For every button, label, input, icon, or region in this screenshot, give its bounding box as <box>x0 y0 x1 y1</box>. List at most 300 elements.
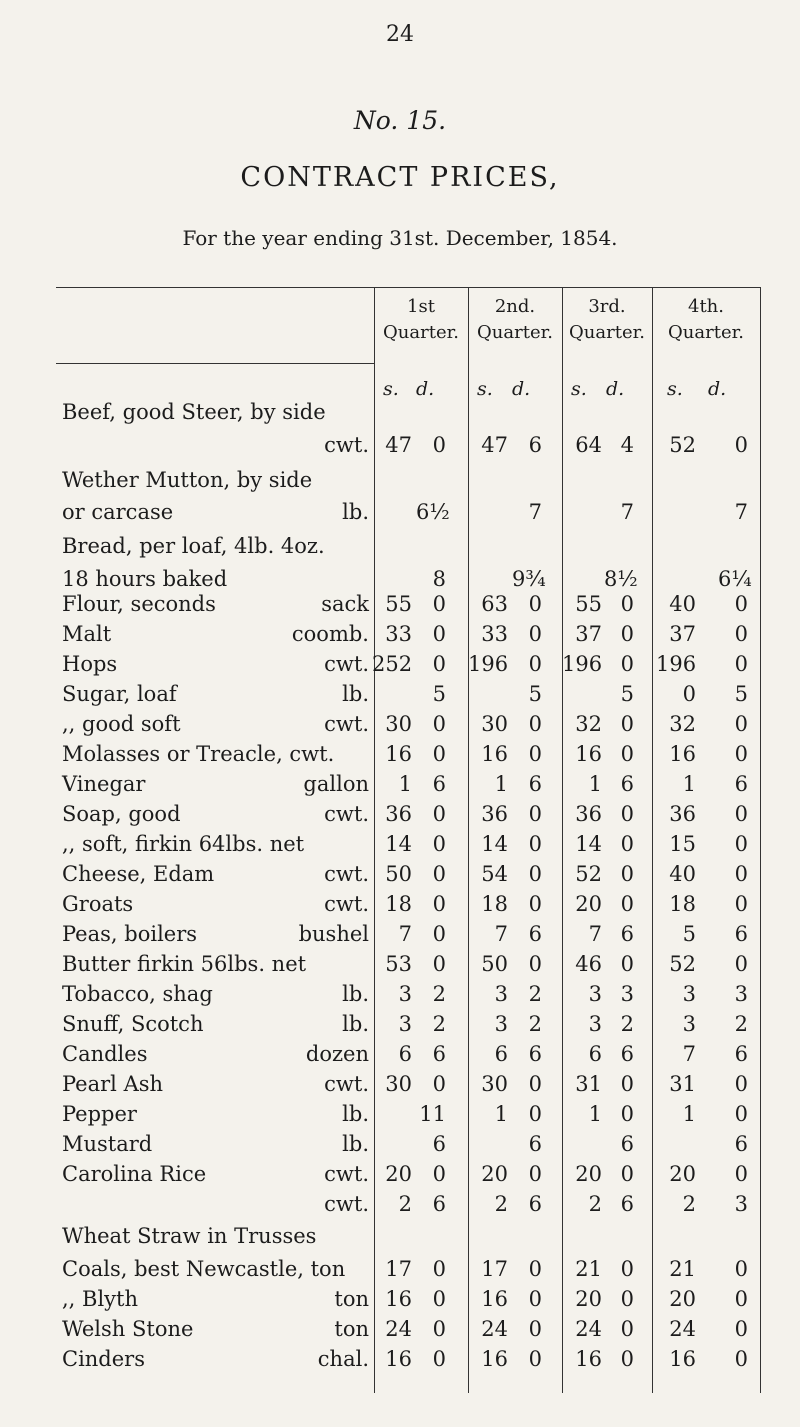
price-shillings: 30 <box>385 1072 412 1096</box>
price-pence: 0 <box>734 1162 748 1186</box>
price-pence: 0 <box>432 592 446 616</box>
item-unit: cwt. <box>324 433 369 457</box>
item-name: Candles <box>62 1042 148 1066</box>
price-pence: 3 <box>734 1192 748 1216</box>
price-shillings: 36 <box>669 802 696 826</box>
price-shillings: 18 <box>385 892 412 916</box>
price-shillings: 3 <box>398 1012 412 1036</box>
price-pence: 0 <box>432 652 446 676</box>
price-pence: 0 <box>432 832 446 856</box>
price-shillings: 20 <box>481 1162 508 1186</box>
price-pence: 0 <box>528 862 542 886</box>
item-name: Cinders <box>62 1347 145 1371</box>
price-pence: 0 <box>528 1257 542 1281</box>
price-pence: 3 <box>734 982 748 1006</box>
item-unit: bushel <box>298 922 369 946</box>
price-pence: 5 <box>620 682 634 706</box>
price-pence: 0 <box>432 433 446 457</box>
item-label: Bread, per loaf, 4lb. 4oz. <box>62 534 325 558</box>
price-shillings: 31 <box>669 1072 696 1096</box>
price-pence: 0 <box>432 622 446 646</box>
price-pence: 6 <box>620 1132 634 1156</box>
price-pence: 0 <box>734 832 748 856</box>
price-shillings: 196 <box>656 652 697 676</box>
item-name: Butter firkin 56lbs. net <box>62 952 307 976</box>
price-shillings: 3 <box>398 982 412 1006</box>
price-pence: 0 <box>432 952 446 976</box>
item-unit: cwt. <box>324 802 369 826</box>
item-unit: dozen <box>305 1042 369 1066</box>
price-pence: 0 <box>432 862 446 886</box>
item-label: Beef, good Steer, by side <box>62 400 326 424</box>
price-pence: 2 <box>528 982 542 1006</box>
item-name: Carolina Rice <box>62 1162 207 1186</box>
price-shillings: 21 <box>575 1257 602 1281</box>
price-pence: 0 <box>620 622 634 646</box>
item-unit: lb. <box>342 982 369 1006</box>
item-unit: lb. <box>342 1012 369 1036</box>
item-unit: sack <box>321 592 369 616</box>
price-pence: 0 <box>432 922 446 946</box>
item-name: Flour, seconds <box>62 592 216 616</box>
item-unit: cwt. <box>324 892 369 916</box>
table-row <box>56 742 761 772</box>
price-shillings: 52 <box>575 862 602 886</box>
price-shillings: 6 <box>494 1042 508 1066</box>
price-pence: 0 <box>432 802 446 826</box>
price-pence: 2 <box>734 1012 748 1036</box>
price-pence: 6 <box>528 772 542 796</box>
price-pence: 6 <box>734 772 748 796</box>
price-pence: 0 <box>734 1347 748 1371</box>
page-subtitle: For the year ending 31st. December, 1854. <box>182 226 618 250</box>
price-shillings: 20 <box>575 1287 602 1311</box>
table-row <box>56 652 761 682</box>
price-pence: 6 <box>432 1132 446 1156</box>
price-shillings: 20 <box>669 1162 696 1186</box>
price-pence: 0 <box>528 952 542 976</box>
price-shillings: 196 <box>562 652 603 676</box>
item-name: ,, soft, firkin 64lbs. net <box>62 832 305 856</box>
price-shillings: 30 <box>481 1072 508 1096</box>
price-pence: 5 <box>528 682 542 706</box>
price-shillings: 14 <box>385 832 412 856</box>
price-pence: 0 <box>734 802 748 826</box>
price-shillings: 14 <box>481 832 508 856</box>
table-row <box>56 622 761 652</box>
price-shillings: 16 <box>481 1287 508 1311</box>
price-pence: 6 <box>620 1042 634 1066</box>
table-row <box>56 1287 761 1317</box>
document-number: No. 15. <box>353 106 447 135</box>
item-name: Sugar, loaf <box>62 682 177 706</box>
price-pence: 0 <box>734 1257 748 1281</box>
price-pence: 0 <box>734 952 748 976</box>
price-pence: 0 <box>734 862 748 886</box>
item-name: ,, Blyth <box>62 1287 139 1311</box>
table-row <box>56 712 761 742</box>
item-unit: lb. <box>342 500 369 524</box>
price-shillings: 2 <box>398 1192 412 1216</box>
price-shillings: 47 <box>481 433 508 457</box>
price-pence: 0 <box>432 1347 446 1371</box>
price-pence: 0 <box>528 1072 542 1096</box>
price-pence: 6½ <box>416 500 450 524</box>
price-shillings: 3 <box>682 982 696 1006</box>
price-shillings: 2 <box>494 1192 508 1216</box>
table-row <box>56 1012 761 1042</box>
item-name: Malt <box>62 622 112 646</box>
item-label: Wheat Straw in Trusses <box>62 1224 317 1248</box>
price-pence: 0 <box>734 742 748 766</box>
price-shillings: 1 <box>682 1102 696 1126</box>
item-unit: cwt. <box>324 712 369 736</box>
price-pence: 0 <box>528 1102 542 1126</box>
price-shillings: 1 <box>588 772 602 796</box>
price-shillings: 16 <box>481 1347 508 1371</box>
price-pence: 3 <box>620 982 634 1006</box>
price-shillings: 21 <box>669 1257 696 1281</box>
table-row <box>56 1317 761 1347</box>
price-pence: 0 <box>734 892 748 916</box>
table-row <box>56 892 761 922</box>
price-pence: 0 <box>432 1317 446 1341</box>
table-row <box>56 433 761 463</box>
price-pence: 7 <box>734 500 748 524</box>
price-pence: 0 <box>734 652 748 676</box>
item-unit: cwt. <box>324 652 369 676</box>
price-shillings: 1 <box>588 1102 602 1126</box>
price-pence: 0 <box>528 1347 542 1371</box>
item-name: Tobacco, shag <box>62 982 213 1006</box>
price-pence: 0 <box>432 742 446 766</box>
price-shillings: 20 <box>575 1162 602 1186</box>
price-pence: 0 <box>620 1257 634 1281</box>
table-row <box>56 1347 761 1377</box>
price-pence: 6¼ <box>718 567 752 591</box>
price-pence: 0 <box>528 712 542 736</box>
price-shillings: 33 <box>481 622 508 646</box>
table-row <box>56 862 761 892</box>
item-name: Groats <box>62 892 134 916</box>
price-shillings: 55 <box>385 592 412 616</box>
contract-prices-table <box>56 287 761 1393</box>
price-shillings: 16 <box>481 742 508 766</box>
shillings-label: s. <box>667 378 683 400</box>
price-shillings: 5 <box>682 922 696 946</box>
price-pence: 0 <box>528 802 542 826</box>
price-shillings: 20 <box>669 1287 696 1311</box>
price-shillings: 53 <box>385 952 412 976</box>
table-row <box>56 1072 761 1102</box>
item-name: Cheese, Edam <box>62 862 215 886</box>
price-shillings: 46 <box>575 952 602 976</box>
pence-label: d. <box>606 378 625 400</box>
price-shillings: 50 <box>385 862 412 886</box>
item-unit: cwt. <box>324 862 369 886</box>
price-shillings: 40 <box>669 592 696 616</box>
item-name: Molasses or Treacle, cwt. <box>62 742 335 766</box>
price-shillings: 16 <box>385 1287 412 1311</box>
price-pence: 0 <box>528 622 542 646</box>
price-pence: 0 <box>528 742 542 766</box>
price-pence: 0 <box>528 652 542 676</box>
price-pence: 0 <box>432 892 446 916</box>
price-shillings: 36 <box>481 802 508 826</box>
price-pence: 0 <box>432 1287 446 1311</box>
price-pence: 0 <box>620 1072 634 1096</box>
shillings-label: s. <box>383 378 399 400</box>
price-shillings: 24 <box>669 1317 696 1341</box>
price-pence: 9¾ <box>512 567 546 591</box>
item-name: 18 hours baked <box>62 567 228 591</box>
price-shillings: 3 <box>494 1012 508 1036</box>
price-shillings: 16 <box>669 742 696 766</box>
item-name: Peas, boilers <box>62 922 198 946</box>
price-shillings: 24 <box>385 1317 412 1341</box>
price-pence: 2 <box>620 1012 634 1036</box>
table-row <box>56 1192 761 1222</box>
price-pence: 0 <box>734 1317 748 1341</box>
price-pence: 0 <box>620 892 634 916</box>
item-unit: ton <box>334 1287 369 1311</box>
item-name: ,, good soft <box>62 712 181 736</box>
price-pence: 0 <box>620 742 634 766</box>
price-pence: 0 <box>432 712 446 736</box>
price-pence: 0 <box>620 1347 634 1371</box>
price-shillings: 1 <box>494 772 508 796</box>
price-shillings: 52 <box>669 952 696 976</box>
price-pence: 0 <box>528 832 542 856</box>
quarter-header-2: 2nd. Quarter. <box>477 296 553 343</box>
table-row <box>56 592 761 622</box>
price-shillings: 3 <box>682 1012 696 1036</box>
item-name: Welsh Stone <box>62 1317 194 1341</box>
table-row <box>56 1257 761 1287</box>
table-row <box>56 922 761 952</box>
table-row <box>56 802 761 832</box>
item-unit: ton <box>334 1317 369 1341</box>
price-pence: 6 <box>528 922 542 946</box>
price-pence: 0 <box>620 802 634 826</box>
item-unit: cwt. <box>324 1192 369 1216</box>
price-shillings: 40 <box>669 862 696 886</box>
price-pence: 2 <box>528 1012 542 1036</box>
price-pence: 6 <box>528 1042 542 1066</box>
price-pence: 6 <box>528 1192 542 1216</box>
table-row <box>56 772 761 802</box>
quarter-header-3: 3rd. Quarter. <box>569 296 645 343</box>
price-pence: 6 <box>620 922 634 946</box>
price-shillings: 196 <box>468 652 509 676</box>
price-shillings: 16 <box>575 1347 602 1371</box>
price-pence: 6 <box>734 1132 748 1156</box>
price-pence: 4 <box>620 433 634 457</box>
price-pence: 6 <box>620 1192 634 1216</box>
price-pence: 6 <box>432 1192 446 1216</box>
price-pence: 6 <box>528 1132 542 1156</box>
price-shillings: 0 <box>682 682 696 706</box>
price-pence: 0 <box>620 712 634 736</box>
price-shillings: 37 <box>575 622 602 646</box>
price-pence: 0 <box>620 592 634 616</box>
header-rule <box>56 363 374 364</box>
price-shillings: 7 <box>398 922 412 946</box>
price-pence: 0 <box>734 592 748 616</box>
price-shillings: 3 <box>494 982 508 1006</box>
price-shillings: 31 <box>575 1072 602 1096</box>
page-title: CONTRACT PRICES, <box>240 162 560 193</box>
table-row <box>56 1162 761 1192</box>
table-row <box>56 952 761 982</box>
item-unit: gallon <box>303 772 369 796</box>
item-name: Mustard <box>62 1132 153 1156</box>
price-pence: 0 <box>734 1287 748 1311</box>
table-row <box>56 1102 761 1132</box>
price-shillings: 1 <box>398 772 412 796</box>
price-shillings: 32 <box>575 712 602 736</box>
item-name: Hops <box>62 652 118 676</box>
price-shillings: 16 <box>669 1347 696 1371</box>
price-pence: 0 <box>528 1317 542 1341</box>
price-shillings: 1 <box>682 772 696 796</box>
price-shillings: 2 <box>588 1192 602 1216</box>
price-pence: 6 <box>734 922 748 946</box>
price-shillings: 52 <box>669 433 696 457</box>
price-shillings: 7 <box>494 922 508 946</box>
price-shillings: 7 <box>588 922 602 946</box>
price-pence: 8 <box>432 567 446 591</box>
price-pence: 6 <box>432 1042 446 1066</box>
price-shillings: 20 <box>575 892 602 916</box>
price-pence: 0 <box>620 1162 634 1186</box>
price-pence: 0 <box>620 652 634 676</box>
item-unit: cwt. <box>324 1162 369 1186</box>
price-pence: 0 <box>432 1072 446 1096</box>
price-shillings: 6 <box>398 1042 412 1066</box>
item-name: Vinegar <box>62 772 146 796</box>
price-shillings: 24 <box>481 1317 508 1341</box>
item-unit: lb. <box>342 1132 369 1156</box>
price-shillings: 14 <box>575 832 602 856</box>
price-pence: 0 <box>528 592 542 616</box>
price-pence: 0 <box>734 712 748 736</box>
price-shillings: 30 <box>481 712 508 736</box>
price-shillings: 54 <box>481 862 508 886</box>
price-shillings: 63 <box>481 592 508 616</box>
quarter-header-1: 1st Quarter. <box>383 296 459 343</box>
quarter-header-4: 4th. Quarter. <box>668 296 744 343</box>
price-pence: 0 <box>620 1317 634 1341</box>
price-shillings: 55 <box>575 592 602 616</box>
item-unit: chal. <box>317 1347 369 1371</box>
page-number: 24 <box>386 22 414 47</box>
item-unit: lb. <box>342 1102 369 1126</box>
price-shillings: 15 <box>669 832 696 856</box>
table-row <box>56 682 761 712</box>
price-pence: 0 <box>432 1257 446 1281</box>
price-pence: 5 <box>432 682 446 706</box>
price-pence: 0 <box>734 433 748 457</box>
price-pence: 6 <box>528 433 542 457</box>
table-row <box>56 832 761 862</box>
price-pence: 0 <box>620 952 634 976</box>
item-name: Coals, best Newcastle, ton <box>62 1257 346 1281</box>
price-pence: 6 <box>620 772 634 796</box>
price-pence: 0 <box>734 622 748 646</box>
item-unit: lb. <box>342 682 369 706</box>
price-pence: 0 <box>620 1102 634 1126</box>
price-pence: 0 <box>528 1287 542 1311</box>
price-shillings: 1 <box>494 1102 508 1126</box>
price-pence: 11 <box>419 1102 446 1126</box>
price-shillings: 16 <box>385 1347 412 1371</box>
price-shillings: 3 <box>588 1012 602 1036</box>
table-row <box>56 500 761 530</box>
table-row <box>56 982 761 1012</box>
price-pence: 5 <box>734 682 748 706</box>
item-name: Pepper <box>62 1102 137 1126</box>
price-shillings: 47 <box>385 433 412 457</box>
price-shillings: 2 <box>682 1192 696 1216</box>
pence-label: d. <box>416 378 435 400</box>
price-pence: 2 <box>432 982 446 1006</box>
price-pence: 0 <box>620 1287 634 1311</box>
price-shillings: 64 <box>575 433 602 457</box>
pence-label: d. <box>512 378 531 400</box>
price-shillings: 24 <box>575 1317 602 1341</box>
price-pence: 0 <box>528 892 542 916</box>
price-shillings: 20 <box>385 1162 412 1186</box>
price-shillings: 252 <box>372 652 413 676</box>
price-shillings: 36 <box>575 802 602 826</box>
item-unit: cwt. <box>324 1072 369 1096</box>
price-pence: 6 <box>432 772 446 796</box>
price-pence: 7 <box>528 500 542 524</box>
price-shillings: 17 <box>385 1257 412 1281</box>
price-pence: 0 <box>620 832 634 856</box>
item-name: Soap, good <box>62 802 181 826</box>
price-shillings: 36 <box>385 802 412 826</box>
price-pence: 6 <box>734 1042 748 1066</box>
price-pence: 0 <box>734 1102 748 1126</box>
price-shillings: 32 <box>669 712 696 736</box>
shillings-label: s. <box>571 378 587 400</box>
price-pence: 2 <box>432 1012 446 1036</box>
price-shillings: 18 <box>669 892 696 916</box>
item-label: Wether Mutton, by side <box>62 468 313 492</box>
shillings-label: s. <box>477 378 493 400</box>
item-name: Snuff, Scotch <box>62 1012 204 1036</box>
price-shillings: 17 <box>481 1257 508 1281</box>
price-pence: 7 <box>620 500 634 524</box>
table-row <box>56 1132 761 1162</box>
price-shillings: 16 <box>575 742 602 766</box>
price-pence: 0 <box>620 862 634 886</box>
price-shillings: 3 <box>588 982 602 1006</box>
price-shillings: 30 <box>385 712 412 736</box>
table-row <box>56 1042 761 1072</box>
price-shillings: 50 <box>481 952 508 976</box>
price-pence: 8½ <box>604 567 638 591</box>
item-name: Pearl Ash <box>62 1072 164 1096</box>
item-name: or carcase <box>62 500 174 524</box>
price-shillings: 16 <box>385 742 412 766</box>
price-shillings: 6 <box>588 1042 602 1066</box>
item-unit: coomb. <box>291 622 369 646</box>
price-pence: 0 <box>528 1162 542 1186</box>
price-shillings: 18 <box>481 892 508 916</box>
